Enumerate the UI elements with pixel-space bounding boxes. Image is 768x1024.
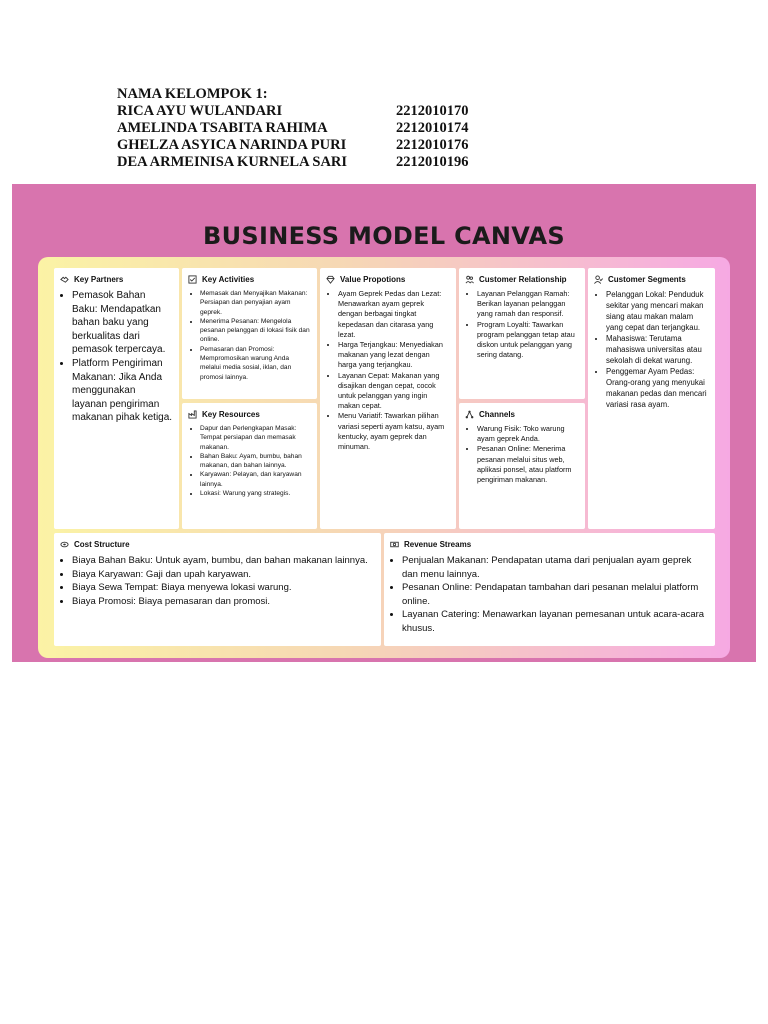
channels-item: • Pesanan Online: Menerima pesanan melalui situs web, aplikasi ponsel, atau platform pengiriman makanan. [477,444,579,485]
key-activities-list [188,289,311,382]
cost-structure-item: • Biaya Bahan Baku: Untuk ayam, bumbu, dan bahan makanan lainnya. [72,554,375,568]
revenue-streams-header [390,540,709,549]
value-propositions-title: Value Propotions [340,275,406,284]
key-resources-card [182,403,317,529]
member-row [117,137,469,154]
cost-structure-item: • Biaya Karyawan: Gaji dan upah karyawan. [72,568,375,582]
cost-structure-item: • Biaya Promosi: Biaya pemasaran dan promosi. [72,595,375,609]
cost-structure-item: • Biaya Sewa Tempat: Biaya menyewa lokasi warung. [72,581,375,595]
revenue-streams-title: Revenue Streams [404,540,472,549]
canvas-frame [38,257,730,658]
revenue-streams-item: • Pesanan Online: Pendapatan tambahan dari pesanan melalui platform online. [402,581,709,608]
value-propositions-card [320,268,456,529]
value-propositions-item: • Ayam Geprek Pedas dan Lezat: Menawarkan ayam geprek dengan berbagai tingkat kepedasan dan citarasa yang lezat. [338,289,450,340]
key-partners-item: • Platform Pengiriman Makanan: Jika Anda menggunakan layanan pengiriman makanan pihak ketiga. [72,357,173,425]
handshake-icon [60,275,69,284]
key-resources-header [188,410,311,419]
coins-icon [60,540,69,549]
member-name: AMELINDA TSABITA RAHIMA [117,120,328,136]
key-activities-item: • Menerima Pesanan: Mengelola pesanan pelanggan di lokasi fisik dan online. [200,317,311,345]
customer-segments-list [594,289,709,410]
customer-segments-title: Customer Segments [608,275,686,284]
cost-structure-title: Cost Structure [74,540,130,549]
customer-relationship-header [465,275,579,284]
customer-relationship-item: • Layanan Pelanggan Ramah: Berikan layanan pelanggan yang ramah dan responsif. [477,289,579,320]
key-partners-item: • Pemasok Bahan Baku: Mendapatkan bahan baku yang berkualitas dari pemasok terpercaya. [72,289,173,357]
key-partners-header [60,275,173,284]
value-propositions-item: • Harga Terjangkau: Menyediakan makanan yang lezat dengan harga yang terjangkau. [338,340,450,371]
member-row [117,103,469,120]
key-activities-item: • Memasak dan Menyajikan Makanan: Persiapan dan penyajian ayam geprek. [200,289,311,317]
canvas-title: BUSINESS MODEL CANVAS [203,222,565,250]
factory-icon [188,410,197,419]
member-nim: 2212010176 [396,137,469,153]
channels-title: Channels [479,410,516,419]
channels-list [465,424,579,485]
key-resources-title: Key Resources [202,410,260,419]
customer-relationship-item: • Program Loyalti: Tawarkan program pelanggan tetap atau diskon untuk pelanggan yang sering datang. [477,320,579,361]
customer-segments-item: • Penggemar Ayam Pedas: Orang-orang yang menyukai makanan pedas dan mencari variasi rasa ayam. [606,366,709,410]
cost-structure-header [60,540,375,549]
key-partners-list [60,289,173,425]
revenue-streams-item: • Layanan Catering: Menawarkan layanan pemesanan untuk acara-acara khusus. [402,608,709,635]
key-resources-item: • Lokasi: Warung yang strategis. [200,489,311,498]
key-resources-item: • Dapur dan Perlengkapan Masak: Tempat persiapan dan memasak makanan. [200,424,311,452]
key-partners-title: Key Partners [74,275,124,284]
group-header [117,86,469,171]
member-nim: 2212010174 [396,120,469,136]
value-propositions-header [326,275,450,284]
group-title: NAMA KELOMPOK 1: [117,86,268,102]
customer-segments-item: • Pelanggan Lokal: Penduduk sekitar yang mencari makan siang atau makan malam yang cepat dan terjangkau. [606,289,709,333]
member-name: GHELZA ASYICA NARINDA PURI [117,137,347,153]
diamond-icon [326,275,335,284]
value-propositions-item: • Layanan Cepat: Makanan yang disajikan dengan cepat, cocok untuk pelanggan yang ingin makan cepat. [338,371,450,412]
channels-header [465,410,579,419]
network-icon [465,410,474,419]
cost-structure-list [60,554,375,608]
member-row [117,120,469,137]
member-nim: 2212010170 [396,103,469,119]
value-propositions-item: • Menu Variatif: Tawarkan pilihan variasi seperti ayam katsu, ayam kentucky, ayam geprek dan minuman. [338,411,450,452]
people-icon [465,275,474,284]
customer-segments-card [588,268,715,529]
member-name: RICA AYU WULANDARI [117,103,283,119]
revenue-streams-item: • Penjualan Makanan: Pendapatan utama dari penjualan ayam geprek dan menu lainnya. [402,554,709,581]
key-activities-card [182,268,317,399]
checklist-icon [188,275,197,284]
channels-item: • Warung Fisik: Toko warung ayam geprek Anda. [477,424,579,444]
key-partners-card [54,268,179,529]
cost-structure-card [54,533,381,646]
value-propositions-list [326,289,450,452]
money-icon [390,540,399,549]
key-activities-header [188,275,311,284]
member-row [117,154,469,171]
customer-relationship-list [465,289,579,360]
key-activities-title: Key Activities [202,275,255,284]
member-name: DEA ARMEINISA KURNELA SARI [117,154,348,170]
key-resources-item: • Karyawan: Pelayan, dan karyawan lainnya. [200,470,311,489]
key-resources-item: • Bahan Baku: Ayam, bumbu, bahan makanan, dan bahan lainnya. [200,452,311,471]
customer-relationship-title: Customer Relationship [479,275,567,284]
key-resources-list [188,424,311,498]
revenue-streams-list [390,554,709,635]
customer-relationship-card [459,268,585,399]
user-check-icon [594,275,603,284]
revenue-streams-card [384,533,715,646]
customer-segments-item: • Mahasiswa: Terutama mahasiswa universitas atau sekolah di dekat warung. [606,333,709,366]
customer-segments-header [594,275,709,284]
member-nim: 2212010196 [396,154,469,170]
channels-card [459,403,585,529]
key-activities-item: • Pemasaran dan Promosi: Mempromosikan warung Anda melalui media sosial, iklan, dan promosi lainnya. [200,345,311,382]
